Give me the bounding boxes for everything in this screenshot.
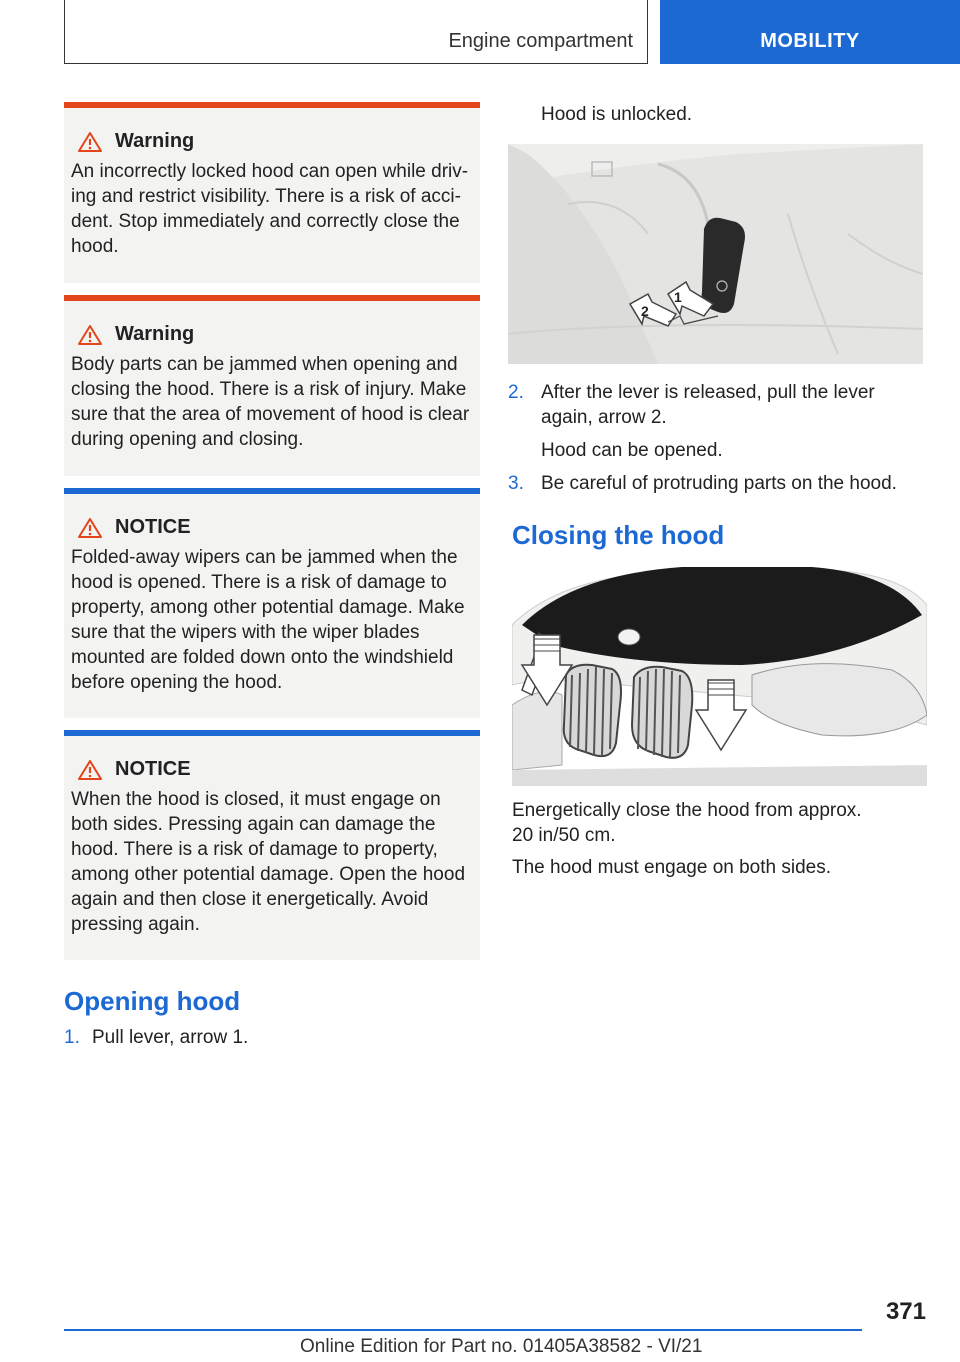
- step-1-result: Hood is unlocked.: [541, 104, 693, 125]
- opening-step-1: [64, 1025, 480, 1050]
- notice-box-2: [64, 730, 480, 960]
- closing-hood-illustration: [512, 565, 927, 786]
- warning-text: Body parts can be jammed when opening and closing the hood. There is a risk of injury. Make sure that the area of movement of hood is clear during opening and closing.: [71, 354, 470, 450]
- warning-box-1: [64, 102, 480, 283]
- step-text: After the lever is released, pull the lever again, arrow 2.: [541, 382, 875, 428]
- page-number: 371: [885, 1298, 926, 1325]
- hood-lever-illustration: [508, 144, 923, 364]
- notice-text: When the hood is closed, it must engage on both sides. Pressing again can damage the hood. There is a risk of damage to property, among other potential damage. Open the hood again and then close it energetically. Avoid pressing again.: [71, 789, 466, 935]
- notice-triangle-icon: [77, 759, 103, 781]
- step-2-result: Hood can be opened.: [541, 440, 723, 461]
- warning-heading: [71, 323, 472, 346]
- header-chapter-label: MOBILITY: [760, 30, 860, 52]
- opening-step-2: [508, 380, 930, 430]
- notice-title: NOTICE: [115, 516, 191, 538]
- header-section-box: [64, 0, 648, 64]
- opening-hood-heading: Opening hood: [64, 986, 241, 1016]
- notice-title: NOTICE: [115, 758, 191, 780]
- warning-title: Warning: [115, 323, 195, 345]
- warning-box-2: [64, 295, 480, 476]
- notice-box-1: [64, 488, 480, 718]
- warning-heading: [71, 130, 472, 153]
- notice-text: Folded-away wipers can be jammed when the hood is opened. There is a risk of damage to property, among other potential damage. Make sure that the wipers with the wiper blades mounted are folded down onto the windshield before opening the hood.: [71, 547, 465, 693]
- arrow-2-label: 2: [641, 303, 649, 319]
- step-text: Be careful of protruding parts on the hood.: [541, 473, 897, 494]
- notice-heading: [71, 516, 472, 539]
- warning-triangle-icon: [77, 131, 103, 153]
- step-text: Pull lever, arrow 1.: [92, 1027, 249, 1048]
- footer-edition: Online Edition for Part no. 01405A38582 - VI/21: [300, 1336, 703, 1357]
- footer-divider: [64, 1329, 862, 1331]
- closing-instruction: Energetically close the hood from approx. 20 in/50 cm.: [512, 800, 862, 846]
- header-chapter-tab[interactable]: [660, 0, 960, 64]
- arrow-1-label: 1: [674, 289, 682, 305]
- step-number: 3.: [508, 473, 524, 494]
- header-section-title: Engine compartment: [448, 30, 633, 52]
- warning-triangle-icon: [77, 324, 103, 346]
- step-number: 2.: [508, 382, 524, 403]
- right-column: [508, 102, 930, 880]
- warning-text: An incorrectly locked hood can open while driv-ing and restrict visibility. There is a risk of acci-dent. Stop immediately and correctly close the hood.: [71, 161, 469, 257]
- opening-step-3: [508, 471, 930, 496]
- notice-triangle-icon: [77, 517, 103, 539]
- warning-title: Warning: [115, 130, 195, 152]
- notice-heading: [71, 758, 472, 781]
- left-column: [64, 102, 480, 1050]
- closing-hood-heading: Closing the hood: [512, 520, 725, 550]
- closing-engage-note: The hood must engage on both sides.: [512, 857, 832, 878]
- step-number: 1.: [64, 1027, 80, 1048]
